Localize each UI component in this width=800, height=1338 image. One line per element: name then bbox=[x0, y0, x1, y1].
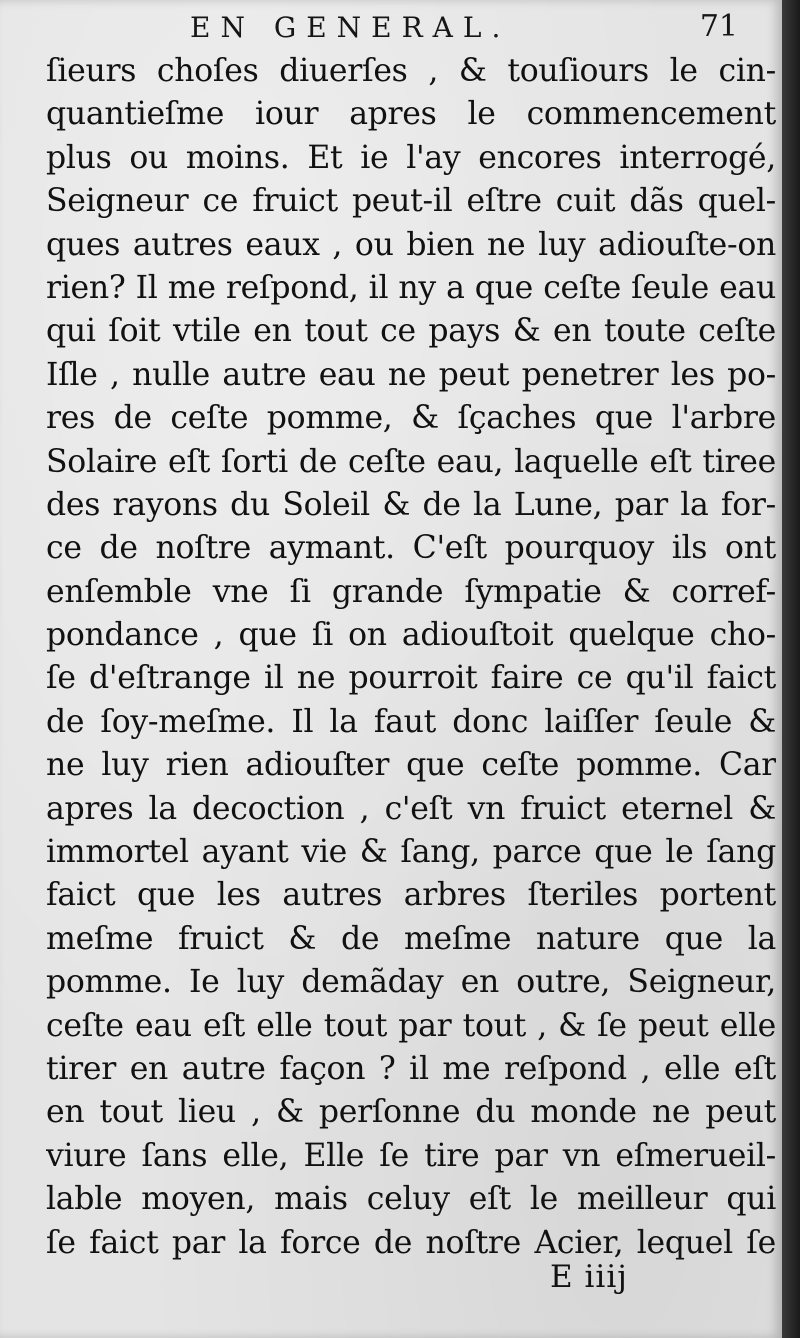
text-line: Iſle , nulle autre eau ne peut penetrer les po- bbox=[46, 356, 776, 393]
text-line: ſieurs choſes diuerſes , & touſiours le cin- bbox=[46, 53, 776, 89]
text-line: immortel ayant vie & ſang, parce que le ſang bbox=[46, 834, 776, 871]
text-line: rien? Il me reſpond, il ny a que ceſte ſeule eau bbox=[46, 269, 776, 306]
text-line: en tout lieu , & perſonne du monde ne peut bbox=[46, 1094, 776, 1131]
text-line: pomme. Ie luy demãday en outre, Seigneur, bbox=[46, 964, 776, 1001]
text-line: ceſte eau eſt elle tout par tout , & ſe peut elle bbox=[46, 1007, 776, 1044]
text-line: meſme fruict & de meſme nature que la bbox=[46, 920, 776, 957]
text-line: viure ſans elle, Elle ſe tire par vn eſmerueil- bbox=[46, 1137, 776, 1174]
text-line: ſe faict par la force de noſtre Acier, lequel ſe bbox=[46, 1224, 776, 1261]
text-line: faict que les autres arbres ſteriles portent bbox=[46, 877, 776, 914]
text-line: de ſoy-meſme. Il la faut donc laiſſer ſeule & bbox=[46, 703, 776, 740]
text-line: res de ceſte pomme, & ſçaches que l'arbre bbox=[46, 400, 776, 437]
text-line: des rayons du Soleil & de la Lune, par la for- bbox=[46, 486, 776, 523]
text-line: tirer en autre façon ? il me reſpond , elle eſt bbox=[46, 1050, 776, 1087]
text-line: lable moyen, mais celuy eſt le meilleur qui bbox=[46, 1181, 776, 1218]
text-line: ſe d'eſtrange il ne pourroit faire ce qu'il faict bbox=[46, 660, 776, 697]
page-edge-shadow bbox=[782, 0, 800, 1338]
text-line: qui ſoit vtile en tout ce pays & en toute ceſte bbox=[46, 313, 776, 350]
signature-mark: E iiij bbox=[550, 1259, 628, 1295]
text-line: apres la decoction , c'eſt vn fruict eternel & bbox=[46, 790, 776, 827]
text-line: Solaire eſt ſorti de ceſte eau, laquelle eſt tiree bbox=[46, 443, 776, 480]
text-line: plus ou moins. Et ie l'ay encores interrogé, bbox=[46, 139, 776, 176]
text-line: Seigneur ce fruict peut-il eſtre cuit dãs quel- bbox=[46, 183, 776, 220]
text-line: pondance , que ſi on adiouſtoit quelque cho- bbox=[46, 617, 776, 654]
page-number: 71 bbox=[699, 9, 738, 44]
text-line: ques autres eaux , ou bien ne luy adiouſte-on bbox=[46, 226, 776, 263]
text-line: ne luy rien adiouſter que ceſte pomme. Car bbox=[46, 747, 776, 784]
text-line: quantieſme iour apres le commencement bbox=[46, 96, 776, 133]
body-text bbox=[46, 50, 776, 1265]
text-line: enſemble vne ſi grande ſympatie & corref- bbox=[46, 573, 776, 610]
text-line: ce de noſtre aymant. C'eſt pourquoy ils ont bbox=[46, 530, 776, 567]
running-head: EN GENERAL. bbox=[190, 11, 511, 44]
